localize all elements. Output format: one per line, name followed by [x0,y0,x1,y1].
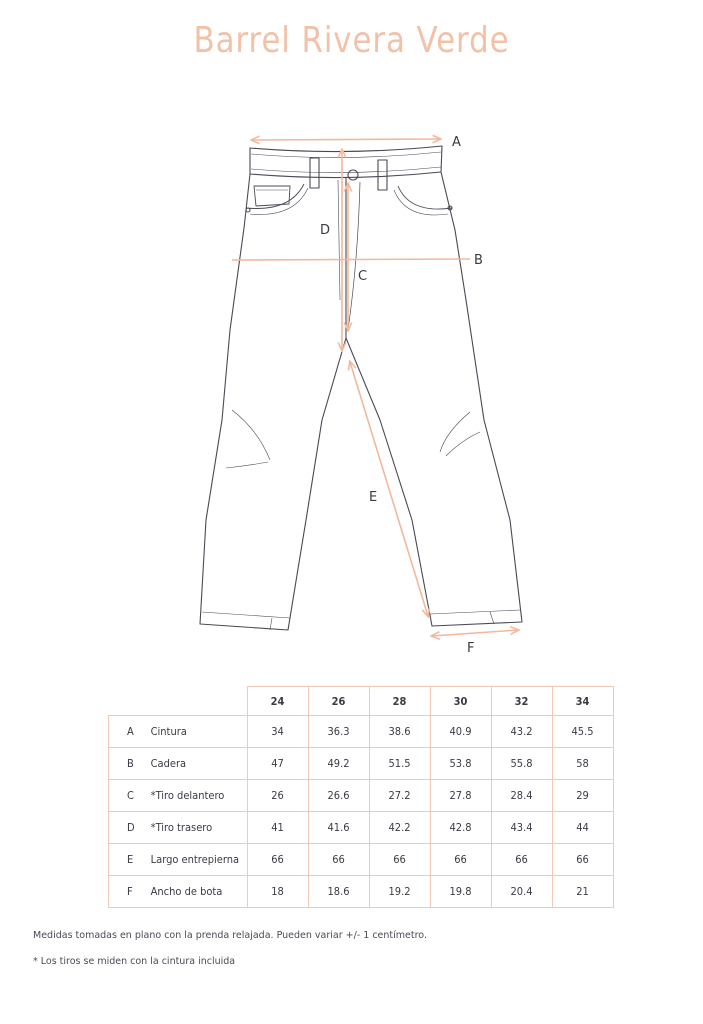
measure-value: 20.4 [491,876,552,908]
table-row [109,748,614,780]
measure-value: 47 [247,748,308,780]
note-measurements: Medidas tomadas en plano con la prenda relajada. Pueden variar +/- 1 centímetro. [33,930,427,941]
measure-value: 45.5 [552,716,613,748]
measure-code: F [109,876,147,908]
measure-name: Cintura [147,716,247,748]
measure-f-line [432,630,518,636]
measure-value: 34 [247,716,308,748]
measure-code: B [109,748,147,780]
measure-value: 21 [552,876,613,908]
label-e: E [369,490,378,505]
measure-value: 29 [552,780,613,812]
measure-e-line [350,362,428,616]
jeans-outline [200,146,522,630]
table-row [109,812,614,844]
measure-value: 41.6 [308,812,369,844]
measure-a-line [252,139,440,140]
measure-value: 66 [247,844,308,876]
measure-b-line [232,259,470,260]
header-blank [109,687,248,716]
measure-value: 43.2 [491,716,552,748]
measure-lines [232,139,518,636]
table-row [109,716,614,748]
measure-value: 38.6 [369,716,430,748]
size-header-row [109,687,614,716]
measure-value: 66 [369,844,430,876]
measure-value: 66 [491,844,552,876]
page-title: Barrel Rivera Verde [193,20,510,61]
label-b: B [474,253,483,268]
measure-value: 53.8 [430,748,491,780]
label-c: C [358,269,368,284]
measure-value: 27.2 [369,780,430,812]
measure-value: 49.2 [308,748,369,780]
size-header: 30 [430,687,491,716]
size-header: 34 [552,687,613,716]
measure-code: E [109,844,147,876]
measure-value: 44 [552,812,613,844]
measure-value: 41 [247,812,308,844]
measure-value: 42.2 [369,812,430,844]
measure-code: D [109,812,147,844]
measure-name: Largo entrepierna [147,844,247,876]
measure-value: 40.9 [430,716,491,748]
measure-value: 42.8 [430,812,491,844]
table-row [109,780,614,812]
measure-value: 26 [247,780,308,812]
measure-value: 27.8 [430,780,491,812]
measure-code: A [109,716,147,748]
measure-code: C [109,780,147,812]
table-row [109,844,614,876]
measure-value: 66 [552,844,613,876]
measure-value: 26.6 [308,780,369,812]
measure-value: 19.2 [369,876,430,908]
measure-value: 51.5 [369,748,430,780]
measure-value: 18 [247,876,308,908]
measure-value: 36.3 [308,716,369,748]
measure-name: Ancho de bota [147,876,247,908]
table-row [109,876,614,908]
measure-value: 43.4 [491,812,552,844]
size-header: 32 [491,687,552,716]
size-chart-table [108,686,614,908]
measure-name: *Tiro trasero [147,812,247,844]
size-header: 28 [369,687,430,716]
measure-value: 55.8 [491,748,552,780]
measure-value: 66 [308,844,369,876]
measure-name: Cadera [147,748,247,780]
size-header: 26 [308,687,369,716]
note-rise: * Los tiros se miden con la cintura incluida [33,956,236,967]
measure-name: *Tiro delantero [147,780,247,812]
measure-value: 28.4 [491,780,552,812]
label-a: A [452,135,461,150]
measure-value: 66 [430,844,491,876]
measure-value: 18.6 [308,876,369,908]
measure-value: 58 [552,748,613,780]
measure-value: 19.8 [430,876,491,908]
size-header: 24 [247,687,308,716]
label-f: F [467,641,475,656]
label-d: D [320,223,331,238]
